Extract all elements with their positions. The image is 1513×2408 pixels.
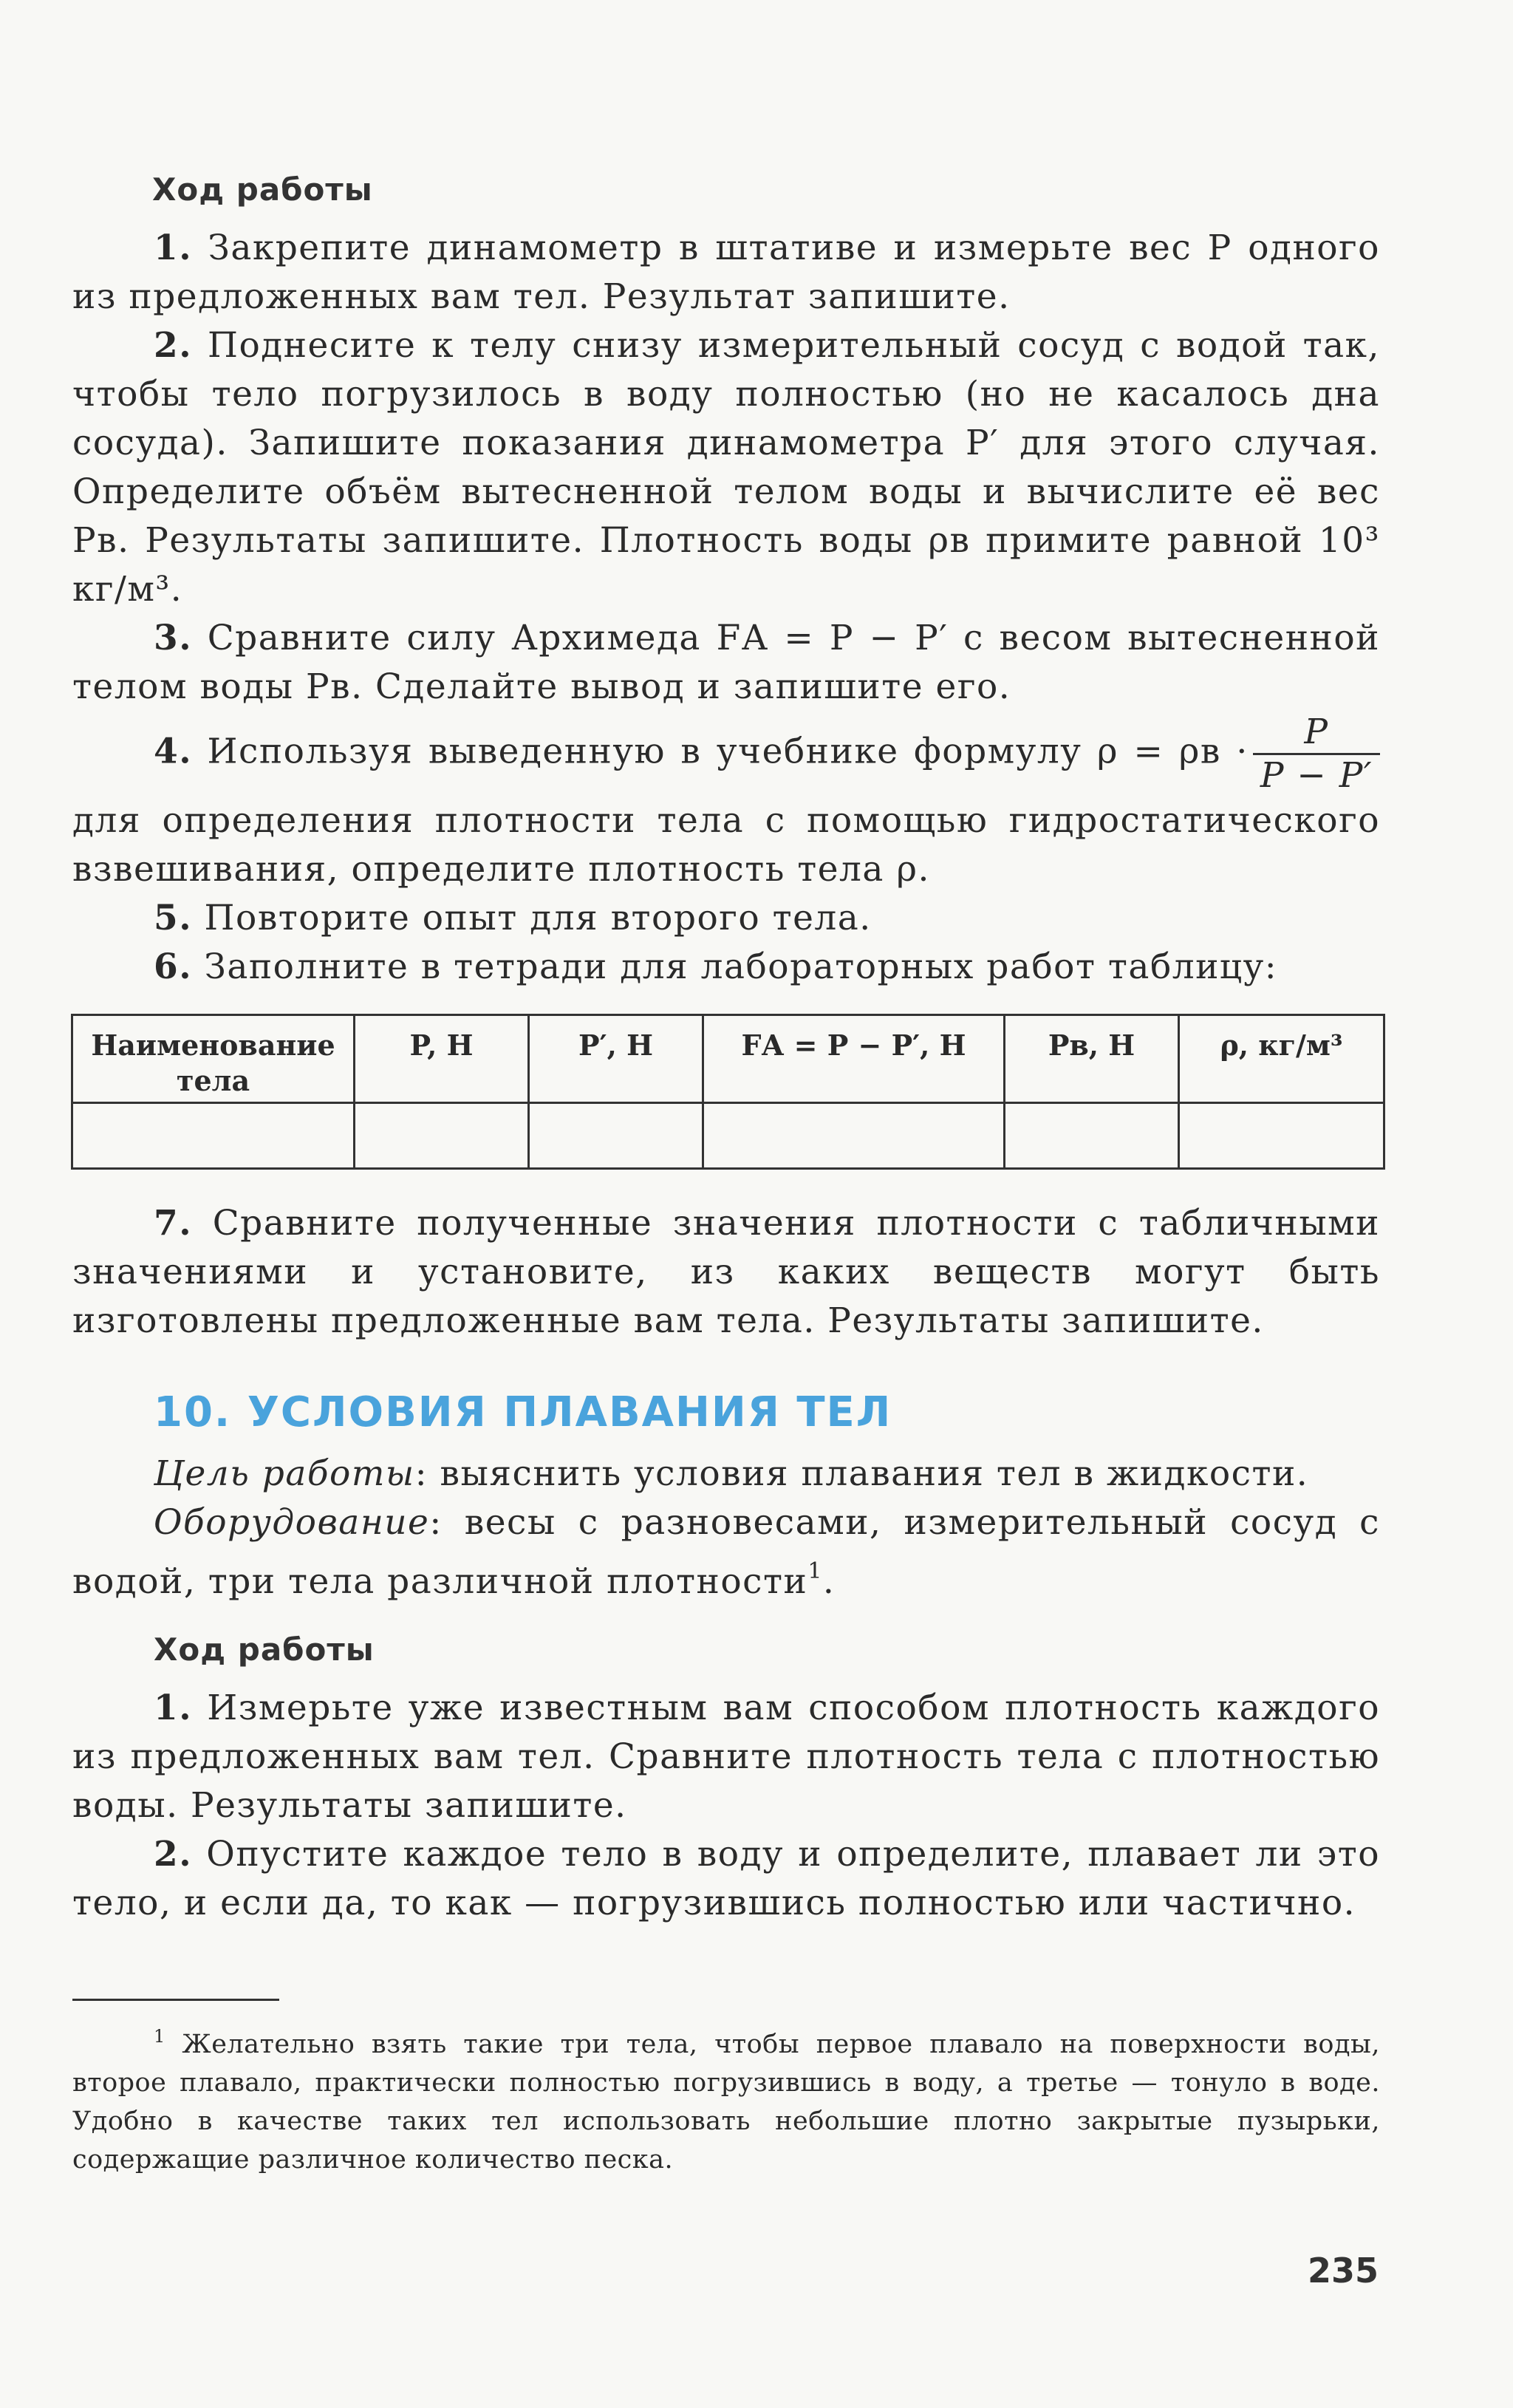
table-header-cell: P′, Н xyxy=(529,1015,703,1103)
step-2: 2. Опустите каждое тело в воду и определите, плавает ли это тело, и если да, то как — погрузившись полностью или частично. xyxy=(72,1834,1380,1923)
goal-paragraph: Цель работы: выяснить условия плавания тел в жидкости. xyxy=(154,1453,1309,1494)
step-1: 1. Измерьте уже известным вам способом плотность каждого из предложенных вам тел. Сравните плотность тела с плотностью воды. Результаты запишите. xyxy=(72,1688,1380,1826)
table-header-row xyxy=(72,1015,1384,1103)
table-cell xyxy=(72,1103,355,1169)
table-cell xyxy=(703,1103,1005,1169)
density-formula-fraction: $\frac{P}{P - P'}$ xyxy=(1253,712,1380,797)
step-4: 4. Используя выведенную в учебнике формулу ρ = ρв · $\frac{P}{P - P'}$ для определения плотности тела с помощью гидростатического взвешивания, определите плотность тела ρ. xyxy=(72,712,1380,890)
table-row xyxy=(72,1103,1384,1169)
table-header-cell: Наименование тела xyxy=(72,1015,355,1103)
section-heading: Ход работы xyxy=(154,1631,375,1668)
table-cell xyxy=(1179,1103,1384,1169)
page-content xyxy=(72,171,1380,2179)
page-number: 235 xyxy=(1307,2251,1379,2291)
equipment-paragraph: Оборудование: весы с разновесами, измерительный сосуд с водой, три тела различной плотности$^1$. xyxy=(72,1502,1380,1602)
table-header-cell: Pв, Н xyxy=(1005,1015,1179,1103)
chapter-title: 10. УСЛОВИЯ ПЛАВАНИЯ ТЕЛ xyxy=(154,1388,892,1436)
footnote: $^1$ Желательно взять такие три тела, чтобы первое плавало на поверхности воды, второе плавало, практически полностью погрузившись в воду, а третье — тонуло в воде. Удобно в качестве таких тел использовать небольшие плотно закрытые пузырьки, содержащие различное количество песка. xyxy=(72,2026,1380,2175)
table-cell xyxy=(355,1103,529,1169)
table-header-cell: FА = P − P′, Н xyxy=(703,1015,1005,1103)
step-7: 7. Сравните полученные значения плотности с табличными значениями и установите, из каких веществ могут быть изготовлены предложенные вам тела. Результаты запишите. xyxy=(72,1203,1380,1341)
footnote-divider xyxy=(72,1999,279,2001)
step-3: 3. Сравните силу Архимеда FА = P − P′ с весом вытесненной телом воды Pв. Сделайте вывод и запишите его. xyxy=(72,618,1380,707)
section-heading: Ход работы xyxy=(152,171,373,208)
step-2: 2. Поднесите к телу снизу измерительный сосуд с водой так, чтобы тело погрузилось в воду полностью (но не касалось дна сосуда). Запишите показания динамометра P′ для этого случая. Определите объём вытесненной телом воды и вычислите её вес Pв. Результаты запишите. Плотность воды ρв примите равной 10³ кг/м³. xyxy=(72,325,1380,610)
step-6: 6. Заполните в тетради для лабораторных работ таблицу: xyxy=(154,947,1278,987)
table-cell xyxy=(529,1103,703,1169)
table-cell xyxy=(1005,1103,1179,1169)
table-header-cell: ρ, кг/м³ xyxy=(1179,1015,1384,1103)
table-header-cell: P, Н xyxy=(355,1015,529,1103)
footnote-marker: 1 xyxy=(807,1558,823,1584)
step-1: 1. Закрепите динамометр в штативе и измерьте вес P одного из предложенных вам тел. Результат запишите. xyxy=(72,228,1380,317)
lab-results-table xyxy=(71,1014,1385,1170)
step-5: 5. Повторите опыт для второго тела. xyxy=(154,898,872,938)
